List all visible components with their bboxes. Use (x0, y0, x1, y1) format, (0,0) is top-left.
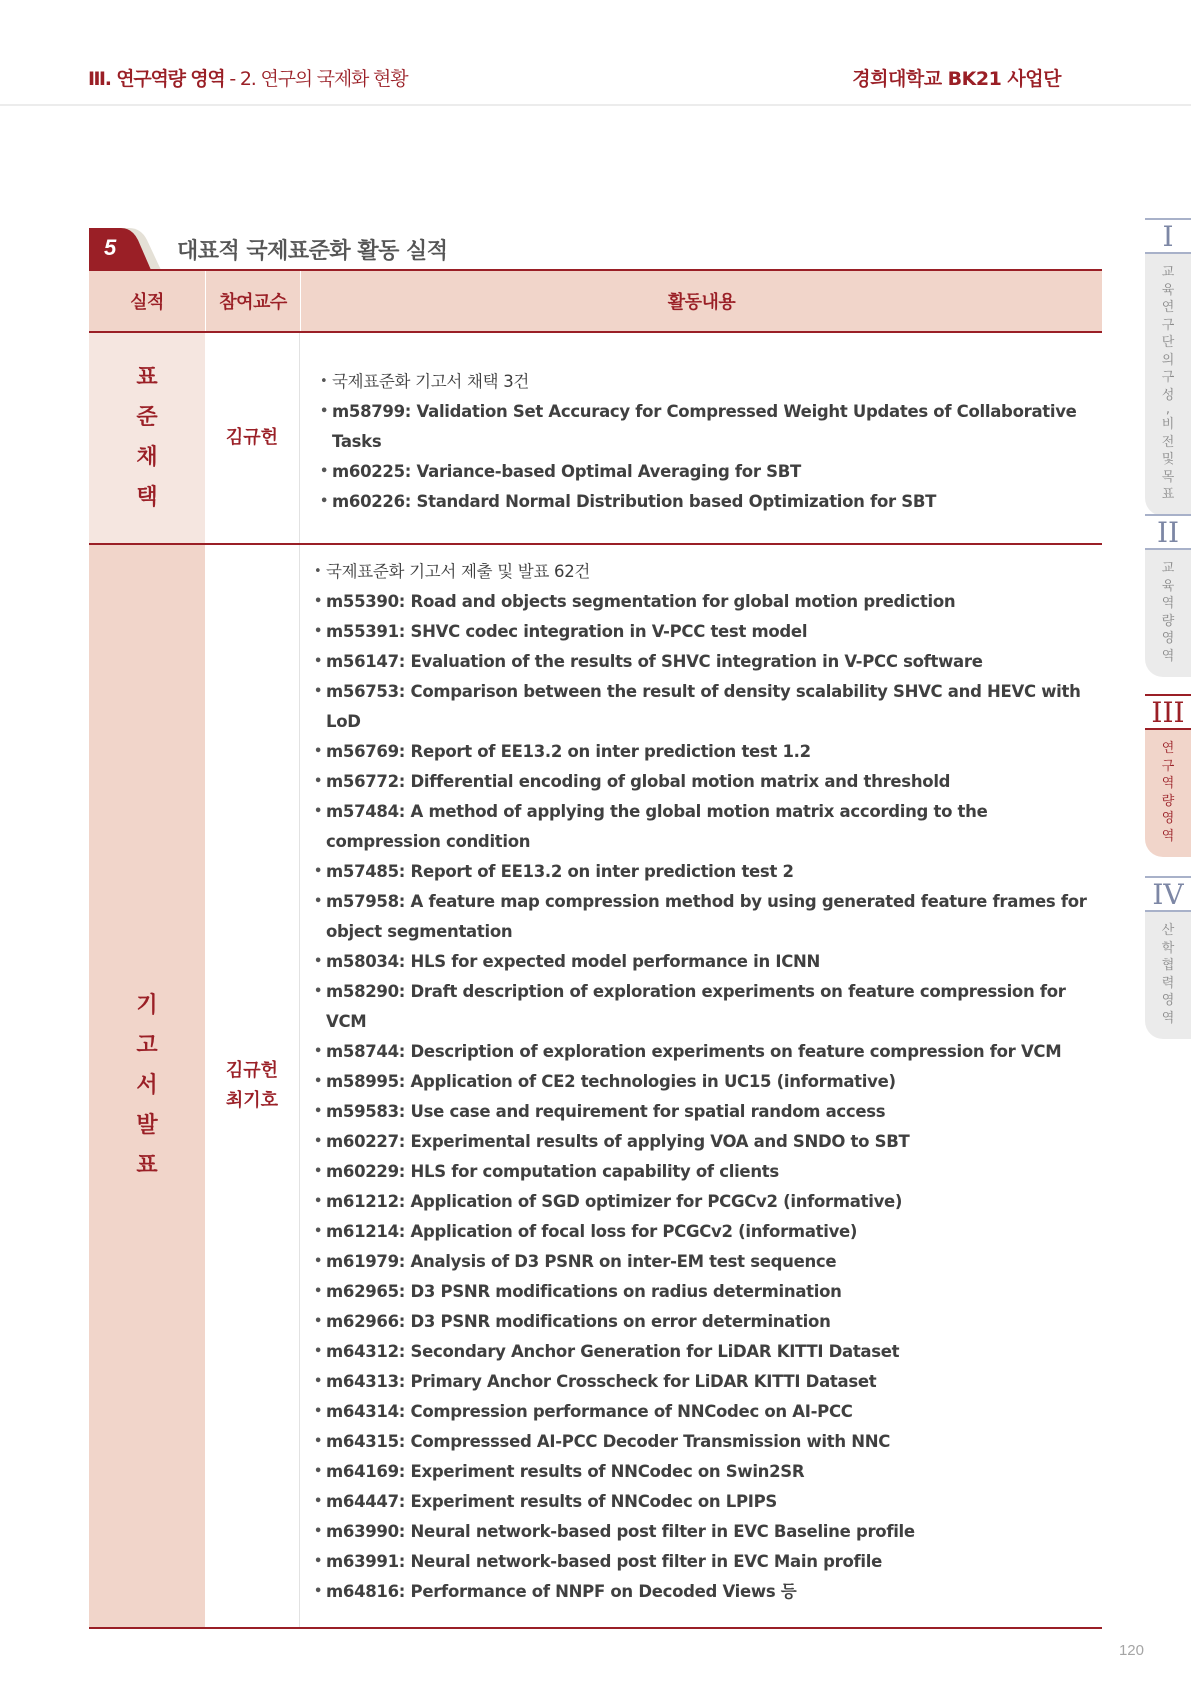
chapter-tab-label-char: 역 (1161, 596, 1175, 611)
column-header-professor: 참여교수 (205, 271, 300, 331)
activity-cell (300, 333, 1102, 543)
activity-item: • m61214: Application of focal loss for PCGCv2 (informative) (314, 1217, 1102, 1247)
chapter-tab-label (1145, 254, 1191, 516)
chapter-tab-numeral: IV (1145, 876, 1191, 912)
chapter-tab-label (1145, 730, 1191, 857)
activity-item: • m64169: Experiment results of NNCodec on Swin2SR (314, 1457, 1102, 1487)
chapter-tab-label-char: 성 (1161, 387, 1175, 403)
category-char: 표 (136, 1153, 158, 1178)
chapter-tab-label-char: 의 (1161, 352, 1175, 368)
professor-name: 김규헌 (225, 427, 279, 448)
chapter-tab-label-char: , (1165, 402, 1171, 417)
chapter-tab-label-char: 연 (1161, 741, 1175, 756)
chapter-tab-label-char: 연 (1161, 300, 1175, 315)
chapter-tab-label-char: 구 (1161, 317, 1175, 333)
activity-item: • m58744: Description of exploration experiments on feature compression for VCM (314, 1037, 1102, 1067)
chapter-tab-label-char: 비 (1161, 417, 1175, 432)
activity-item: • m57485: Report of EE13.2 on inter prediction test 2 (314, 857, 1102, 887)
category-char: 채 (136, 445, 158, 470)
activity-item: • m64312: Secondary Anchor Generation for LiDAR KITTI Dataset (314, 1337, 1102, 1367)
chapter-tab-2[interactable] (1145, 514, 1191, 677)
section-number: 5 (104, 235, 117, 260)
activity-item: • m64315: Compresssed AI-PCC Decoder Transmission with NNC (314, 1427, 1102, 1457)
running-header-section (88, 64, 407, 91)
activity-item: • m57958: A feature map compression method by using generated feature frames for object segmentation (314, 887, 1102, 947)
activity-summary: • 국제표준화 기고서 채택 3건 (320, 367, 1102, 397)
activity-item: • m62965: D3 PSNR modifications on radius determination (314, 1277, 1102, 1307)
chapter-tab-label (1145, 550, 1191, 677)
chapter-tab-numeral: III (1145, 694, 1191, 730)
activity-list (314, 587, 1102, 1607)
chapter-tab-label-char: 및 (1161, 452, 1175, 467)
professor-name: 김규헌 (225, 1060, 279, 1081)
chapter-tab-4[interactable] (1145, 876, 1191, 1039)
category-cell (89, 333, 205, 543)
activity-item: • m55390: Road and objects segmentation for global motion prediction (314, 587, 1102, 617)
chapter-tab-label-char: 교 (1161, 265, 1175, 280)
chapter-tab-label-char: 구 (1161, 370, 1175, 385)
activity-cell (300, 545, 1102, 1627)
header-section-subtitle: - 2. 연구의 국제화 현황 (224, 68, 408, 90)
category-char: 표 (136, 365, 158, 390)
table-header-row (89, 271, 1102, 333)
chapter-tab-label-char: 역 (1161, 1010, 1175, 1026)
table-row (89, 333, 1102, 545)
chapter-tab-label-char: 산 (1161, 923, 1175, 938)
chapter-tab-label-char: 영 (1161, 993, 1175, 1008)
activity-item: • m56147: Evaluation of the results of SHVC integration in V-PCC software (314, 647, 1102, 677)
activity-item: • m64447: Experiment results of NNCodec on LPIPS (314, 1487, 1102, 1517)
chapter-tab-label-char: 목 (1161, 469, 1175, 485)
column-header-achievement: 실적 (130, 292, 164, 313)
chapter-tab-label-char: 구 (1161, 758, 1175, 774)
chapter-tab-label-char: 단 (1161, 335, 1175, 350)
activity-item: • m57484: A method of applying the global motion matrix according to the compression condition (314, 797, 1102, 857)
section-number-badge (89, 228, 167, 270)
activity-item: • m58799: Validation Set Accuracy for Compressed Weight Updates of Collaborative Tasks (320, 397, 1102, 457)
chapter-tab-label-char: 육 (1161, 282, 1175, 298)
activity-summary: • 국제표준화 기고서 제출 및 발표 62건 (314, 557, 1102, 587)
category-char: 준 (136, 405, 158, 430)
activity-item: • m56772: Differential encoding of global motion matrix and threshold (314, 767, 1102, 797)
activity-list (320, 397, 1102, 517)
activity-item: • m59583: Use case and requirement for spatial random access (314, 1097, 1102, 1127)
chapter-tab-label-char: 교 (1161, 561, 1175, 576)
chapter-tab-label-char: 영 (1161, 631, 1175, 646)
activity-item: • m60227: Experimental results of applying VOA and SNDO to SBT (314, 1127, 1102, 1157)
column-header-activity: 활동내용 (300, 271, 1102, 331)
chapter-tab-label-char: 협 (1161, 958, 1175, 973)
chapter-tab-label-char: 력 (1161, 975, 1175, 991)
category-char: 발 (136, 1113, 158, 1138)
category-char: 고 (136, 1033, 158, 1058)
chapter-tab-label (1145, 912, 1191, 1039)
activity-item: • m63991: Neural network-based post filter in EVC Main profile (314, 1547, 1102, 1577)
activity-item: • m58290: Draft description of exploration experiments on feature compression for VCM (314, 977, 1102, 1037)
chapter-tab-numeral: I (1145, 218, 1191, 254)
chapter-tab-label-char: 영 (1161, 811, 1175, 826)
category-char: 택 (136, 485, 158, 510)
chapter-tab-label-char: 량 (1161, 613, 1175, 629)
activity-table (89, 269, 1102, 1629)
page-number: 120 (1118, 1642, 1144, 1659)
activity-item: • m61979: Analysis of D3 PSNR on inter-EM test sequence (314, 1247, 1102, 1277)
category-char: 서 (136, 1073, 158, 1098)
running-header-org: 경희대학교 BK21 사업단 (852, 68, 1061, 90)
chapter-tab-3[interactable] (1145, 694, 1191, 857)
header-divider (0, 104, 1191, 106)
activity-item: • m60229: HLS for computation capability of clients (314, 1157, 1102, 1187)
activity-item: • m64816: Performance of NNPF on Decoded Views 등 (314, 1577, 1102, 1607)
activity-item: • m64314: Compression performance of NNCodec on AI-PCC (314, 1397, 1102, 1427)
activity-item: • m58034: HLS for expected model performance in ICNN (314, 947, 1102, 977)
chapter-tab-numeral: II (1145, 514, 1191, 550)
chapter-tab-label-char: 표 (1161, 487, 1175, 502)
activity-item: • m56769: Report of EE13.2 on inter prediction test 1.2 (314, 737, 1102, 767)
section-title: 대표적 국제표준화 활동 실적 (177, 239, 448, 264)
chapter-tab-1[interactable] (1145, 218, 1191, 516)
chapter-tab-label-char: 전 (1161, 434, 1175, 450)
chapter-tab-label-char: 학 (1161, 940, 1175, 956)
activity-item: • m64313: Primary Anchor Crosscheck for LiDAR KITTI Dataset (314, 1367, 1102, 1397)
chapter-tab-label-char: 역 (1161, 828, 1175, 844)
activity-item: • m60226: Standard Normal Distribution based Optimization for SBT (320, 487, 1102, 517)
activity-item: • m55391: SHVC codec integration in V-PCC test model (314, 617, 1102, 647)
header-section-title: Ⅲ. 연구역량 영역 (88, 68, 225, 90)
chapter-tab-label-char: 량 (1161, 793, 1175, 809)
category-cell (89, 545, 205, 1627)
activity-item: • m58995: Application of CE2 technologies in UC15 (informative) (314, 1067, 1102, 1097)
chapter-tab-label-char: 육 (1161, 578, 1175, 594)
chapter-tab-label-char: 역 (1161, 648, 1175, 664)
professor-cell (205, 545, 300, 1627)
table-row (89, 545, 1102, 1629)
activity-item: • m62966: D3 PSNR modifications on error determination (314, 1307, 1102, 1337)
activity-item: • m61212: Application of SGD optimizer for PCGCv2 (informative) (314, 1187, 1102, 1217)
category-char: 기 (136, 993, 158, 1018)
professor-cell (205, 333, 300, 543)
activity-item: • m60225: Variance-based Optimal Averaging for SBT (320, 457, 1102, 487)
professor-name: 최기호 (225, 1090, 279, 1111)
chapter-tab-label-char: 역 (1161, 776, 1175, 791)
activity-item: • m63990: Neural network-based post filter in EVC Baseline profile (314, 1517, 1102, 1547)
activity-item: • m56753: Comparison between the result of density scalability SHVC and HEVC with LoD (314, 677, 1102, 737)
